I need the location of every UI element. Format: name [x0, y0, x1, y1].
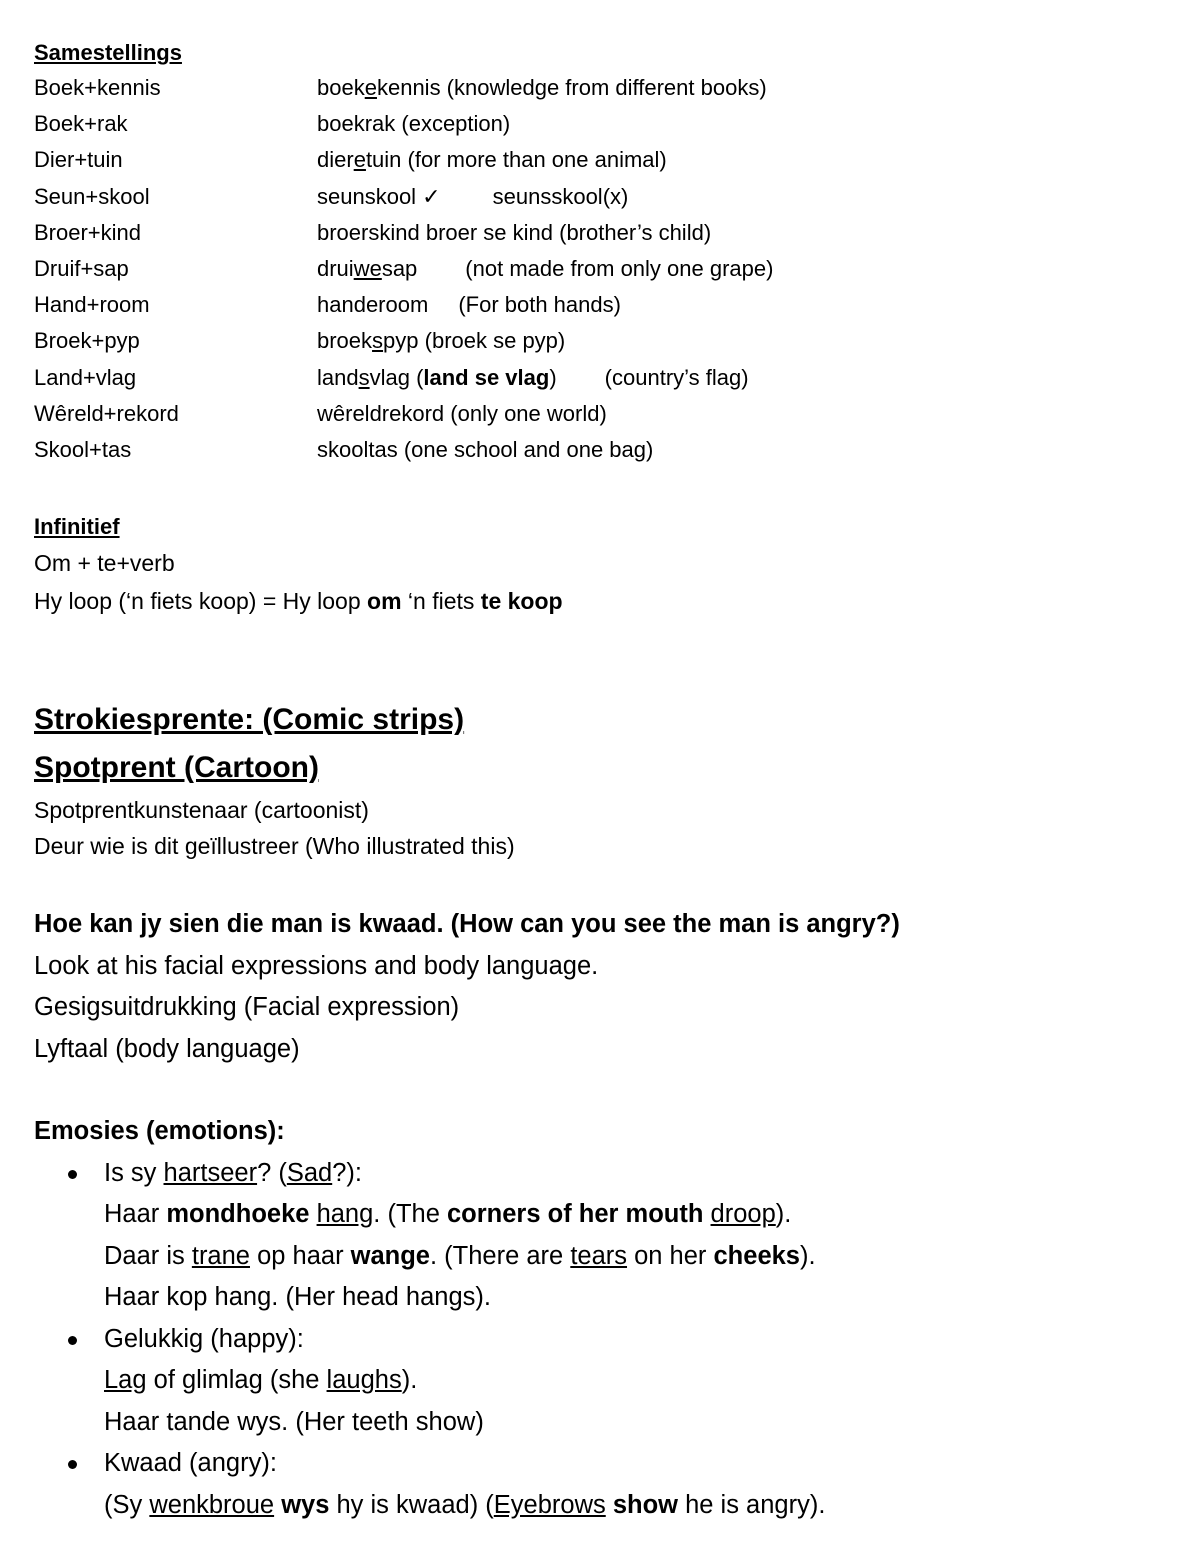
bullet-icon — [68, 1336, 77, 1345]
underlined-text: tears — [570, 1241, 628, 1270]
compound-parts: Druif+sap — [34, 255, 129, 281]
compound-row — [34, 287, 1174, 323]
text-run: broek — [317, 328, 373, 354]
underlined-text: Lag — [104, 1366, 147, 1395]
underlined-text: Sad — [286, 1158, 333, 1187]
bold-text: wys — [281, 1490, 330, 1519]
compound-result — [317, 215, 711, 251]
text-run: Gelukkig (happy): — [104, 1324, 304, 1353]
text-run: . (There are — [430, 1241, 571, 1270]
text-run: ? ( — [257, 1158, 287, 1187]
compound-row — [34, 142, 1174, 178]
compound-parts: Dier+tuin — [34, 147, 123, 173]
infinitief-rule: Om + te+verb — [34, 550, 175, 577]
spacer — [34, 620, 1174, 696]
text-run: broerskind broer se kind (brother’s child) — [317, 219, 712, 245]
text-run — [309, 1200, 316, 1228]
text-run: of glimlag (she — [146, 1366, 327, 1395]
emotion-description — [104, 1360, 1174, 1402]
bold-text: mondhoeke — [166, 1200, 310, 1229]
spacer — [34, 1070, 1174, 1111]
compound-result — [317, 323, 565, 359]
bold-text: om — [367, 588, 402, 615]
bold-text: te koop — [480, 588, 563, 615]
text-run: Haar kop hang. (Her head hangs). — [104, 1283, 491, 1312]
text-run: land — [317, 364, 359, 390]
bold-text: corners of her mouth — [446, 1200, 704, 1229]
text-run: skooltas (one school and one bag) — [317, 436, 654, 462]
compound-row — [34, 251, 1174, 287]
text-run: op haar — [249, 1241, 351, 1270]
angry-question: Hoe kan jy sien die man is kwaad. (How can you see the man is angry?) — [34, 910, 900, 939]
spotprent-heading: Spotprent (Cartoon) — [34, 751, 319, 785]
text-run: tuin (for more than one animal) — [365, 147, 667, 173]
compound-result — [317, 142, 667, 178]
text-run: ) — [549, 364, 557, 390]
text-run: . (The — [373, 1200, 447, 1229]
spacer — [34, 864, 1174, 904]
infinitief-example — [34, 582, 1174, 620]
compound-result — [317, 432, 653, 468]
underlined-text: wenkbroue — [149, 1490, 275, 1519]
compound-result — [317, 251, 773, 287]
text-run — [606, 1491, 613, 1519]
underlined-text: hartseer — [163, 1158, 258, 1187]
text-run: Haar — [104, 1200, 167, 1229]
compound-result — [317, 360, 749, 396]
text-run: ‘n fiets — [401, 588, 481, 615]
bullet-icon — [68, 1170, 77, 1179]
infinitief-heading: Infinitief — [34, 514, 120, 540]
text-run: ). — [800, 1241, 816, 1270]
text-run: Is sy — [104, 1158, 164, 1187]
compound-parts: Broek+pyp — [34, 328, 140, 354]
emotion-description — [104, 1194, 1174, 1236]
text-run: (For both hands) — [458, 292, 621, 318]
compound-result — [317, 106, 510, 142]
bold-text: show — [612, 1490, 679, 1519]
compound-row — [34, 396, 1174, 432]
underlined-text: laughs — [326, 1366, 402, 1395]
emotions-list — [34, 1153, 1174, 1527]
angry-line-2: Gesigsuitdrukking (Facial expression) — [34, 993, 460, 1022]
text-run: boek — [317, 75, 365, 100]
text-run: ?): — [332, 1158, 362, 1187]
text-run: vlag ( — [369, 364, 424, 390]
text-run: (Sy — [104, 1490, 150, 1519]
text-run: drui — [317, 255, 354, 281]
underlined-text: e — [364, 75, 377, 100]
underlined-text: Eyebrows — [493, 1490, 606, 1519]
text-run: dier — [317, 147, 354, 173]
underlined-text: we — [353, 255, 382, 281]
compound-parts: Land+vlag — [34, 364, 137, 390]
emotion-title — [104, 1153, 1174, 1195]
compound-result — [317, 287, 621, 323]
compound-row — [34, 179, 1174, 215]
emosies-heading: Emosies (emotions): — [34, 1117, 285, 1146]
bold-text: wange — [350, 1241, 430, 1270]
emotion-description — [104, 1277, 1174, 1319]
compound-parts: Hand+room — [34, 292, 150, 318]
illustrated-line: Deur wie is dit geïllustreer (Who illustrated this) — [34, 833, 515, 860]
underlined-text: s — [372, 328, 384, 354]
text-run: Kwaad (angry): — [104, 1449, 277, 1478]
cartoonist-line: Spotprentkunstenaar (cartoonist) — [34, 797, 369, 824]
spacer — [34, 468, 1174, 510]
text-run: ). — [401, 1366, 418, 1395]
text-run — [703, 1200, 710, 1228]
emotion-title — [104, 1319, 1174, 1361]
text-run: sap — [381, 255, 418, 281]
text-run: wêreldrekord (only one world) — [317, 400, 607, 426]
underlined-text: droop — [710, 1200, 776, 1229]
text-run: (country’s flag) — [604, 364, 749, 390]
underlined-text: trane — [191, 1241, 250, 1270]
document-page — [34, 36, 1174, 1526]
compound-parts: Wêreld+rekord — [34, 400, 179, 426]
bold-text: cheeks — [713, 1241, 800, 1270]
compound-row — [34, 360, 1174, 396]
compound-result — [317, 70, 767, 106]
text-run: hy is kwaad) ( — [329, 1490, 494, 1519]
underlined-text: hang — [316, 1200, 374, 1229]
text-run: pyp (broek se pyp) — [383, 328, 566, 354]
underlined-text: e — [353, 147, 366, 173]
compound-row — [34, 432, 1174, 468]
compound-parts: Boek+rak — [34, 111, 128, 137]
list-item — [34, 1319, 1174, 1444]
compound-parts: Boek+kennis — [34, 75, 161, 100]
samestellings-heading: Samestellings — [34, 40, 182, 65]
text-run: he is angry). — [678, 1490, 826, 1519]
text-run: Hy loop (‘n fiets koop) = Hy loop — [34, 588, 368, 615]
emotion-description — [104, 1402, 1174, 1444]
text-run: seunsskool(x) — [492, 183, 629, 209]
text-run: ). — [775, 1200, 792, 1229]
angry-line-1: Look at his facial expressions and body language. — [34, 951, 599, 980]
emotion-description — [104, 1236, 1174, 1278]
emotion-title — [104, 1443, 1174, 1485]
compound-table — [34, 70, 1174, 468]
compound-parts: Broer+kind — [34, 219, 142, 245]
text-run: kennis (knowledge from different books) — [376, 75, 767, 100]
text-run: on her — [627, 1241, 714, 1270]
text-run: boekrak (exception) — [317, 111, 511, 137]
compound-parts: Skool+tas — [34, 436, 132, 462]
text-run: Haar tande wys. (Her teeth show) — [104, 1407, 484, 1436]
emotion-description — [104, 1485, 1174, 1527]
bold-text: land se vlag — [423, 364, 550, 390]
angry-line-3: Lyftaal (body language) — [34, 1034, 300, 1063]
compound-row — [34, 215, 1174, 251]
underlined-text: s — [358, 364, 370, 390]
compound-result — [317, 396, 607, 432]
compound-row — [34, 106, 1174, 142]
bullet-icon — [68, 1460, 77, 1469]
list-item — [34, 1443, 1174, 1526]
compound-row — [34, 70, 1174, 106]
compound-row — [34, 323, 1174, 359]
list-item — [34, 1153, 1174, 1319]
text-run: handeroom — [317, 292, 429, 318]
text-run: seunskool ✓ — [317, 183, 441, 209]
text-run: (not made from only one grape) — [465, 255, 774, 281]
compound-result — [317, 179, 628, 215]
compound-parts: Seun+skool — [34, 183, 150, 209]
strokies-heading: Strokiesprente: (Comic strips) — [34, 703, 465, 737]
text-run: Daar is — [104, 1241, 192, 1270]
